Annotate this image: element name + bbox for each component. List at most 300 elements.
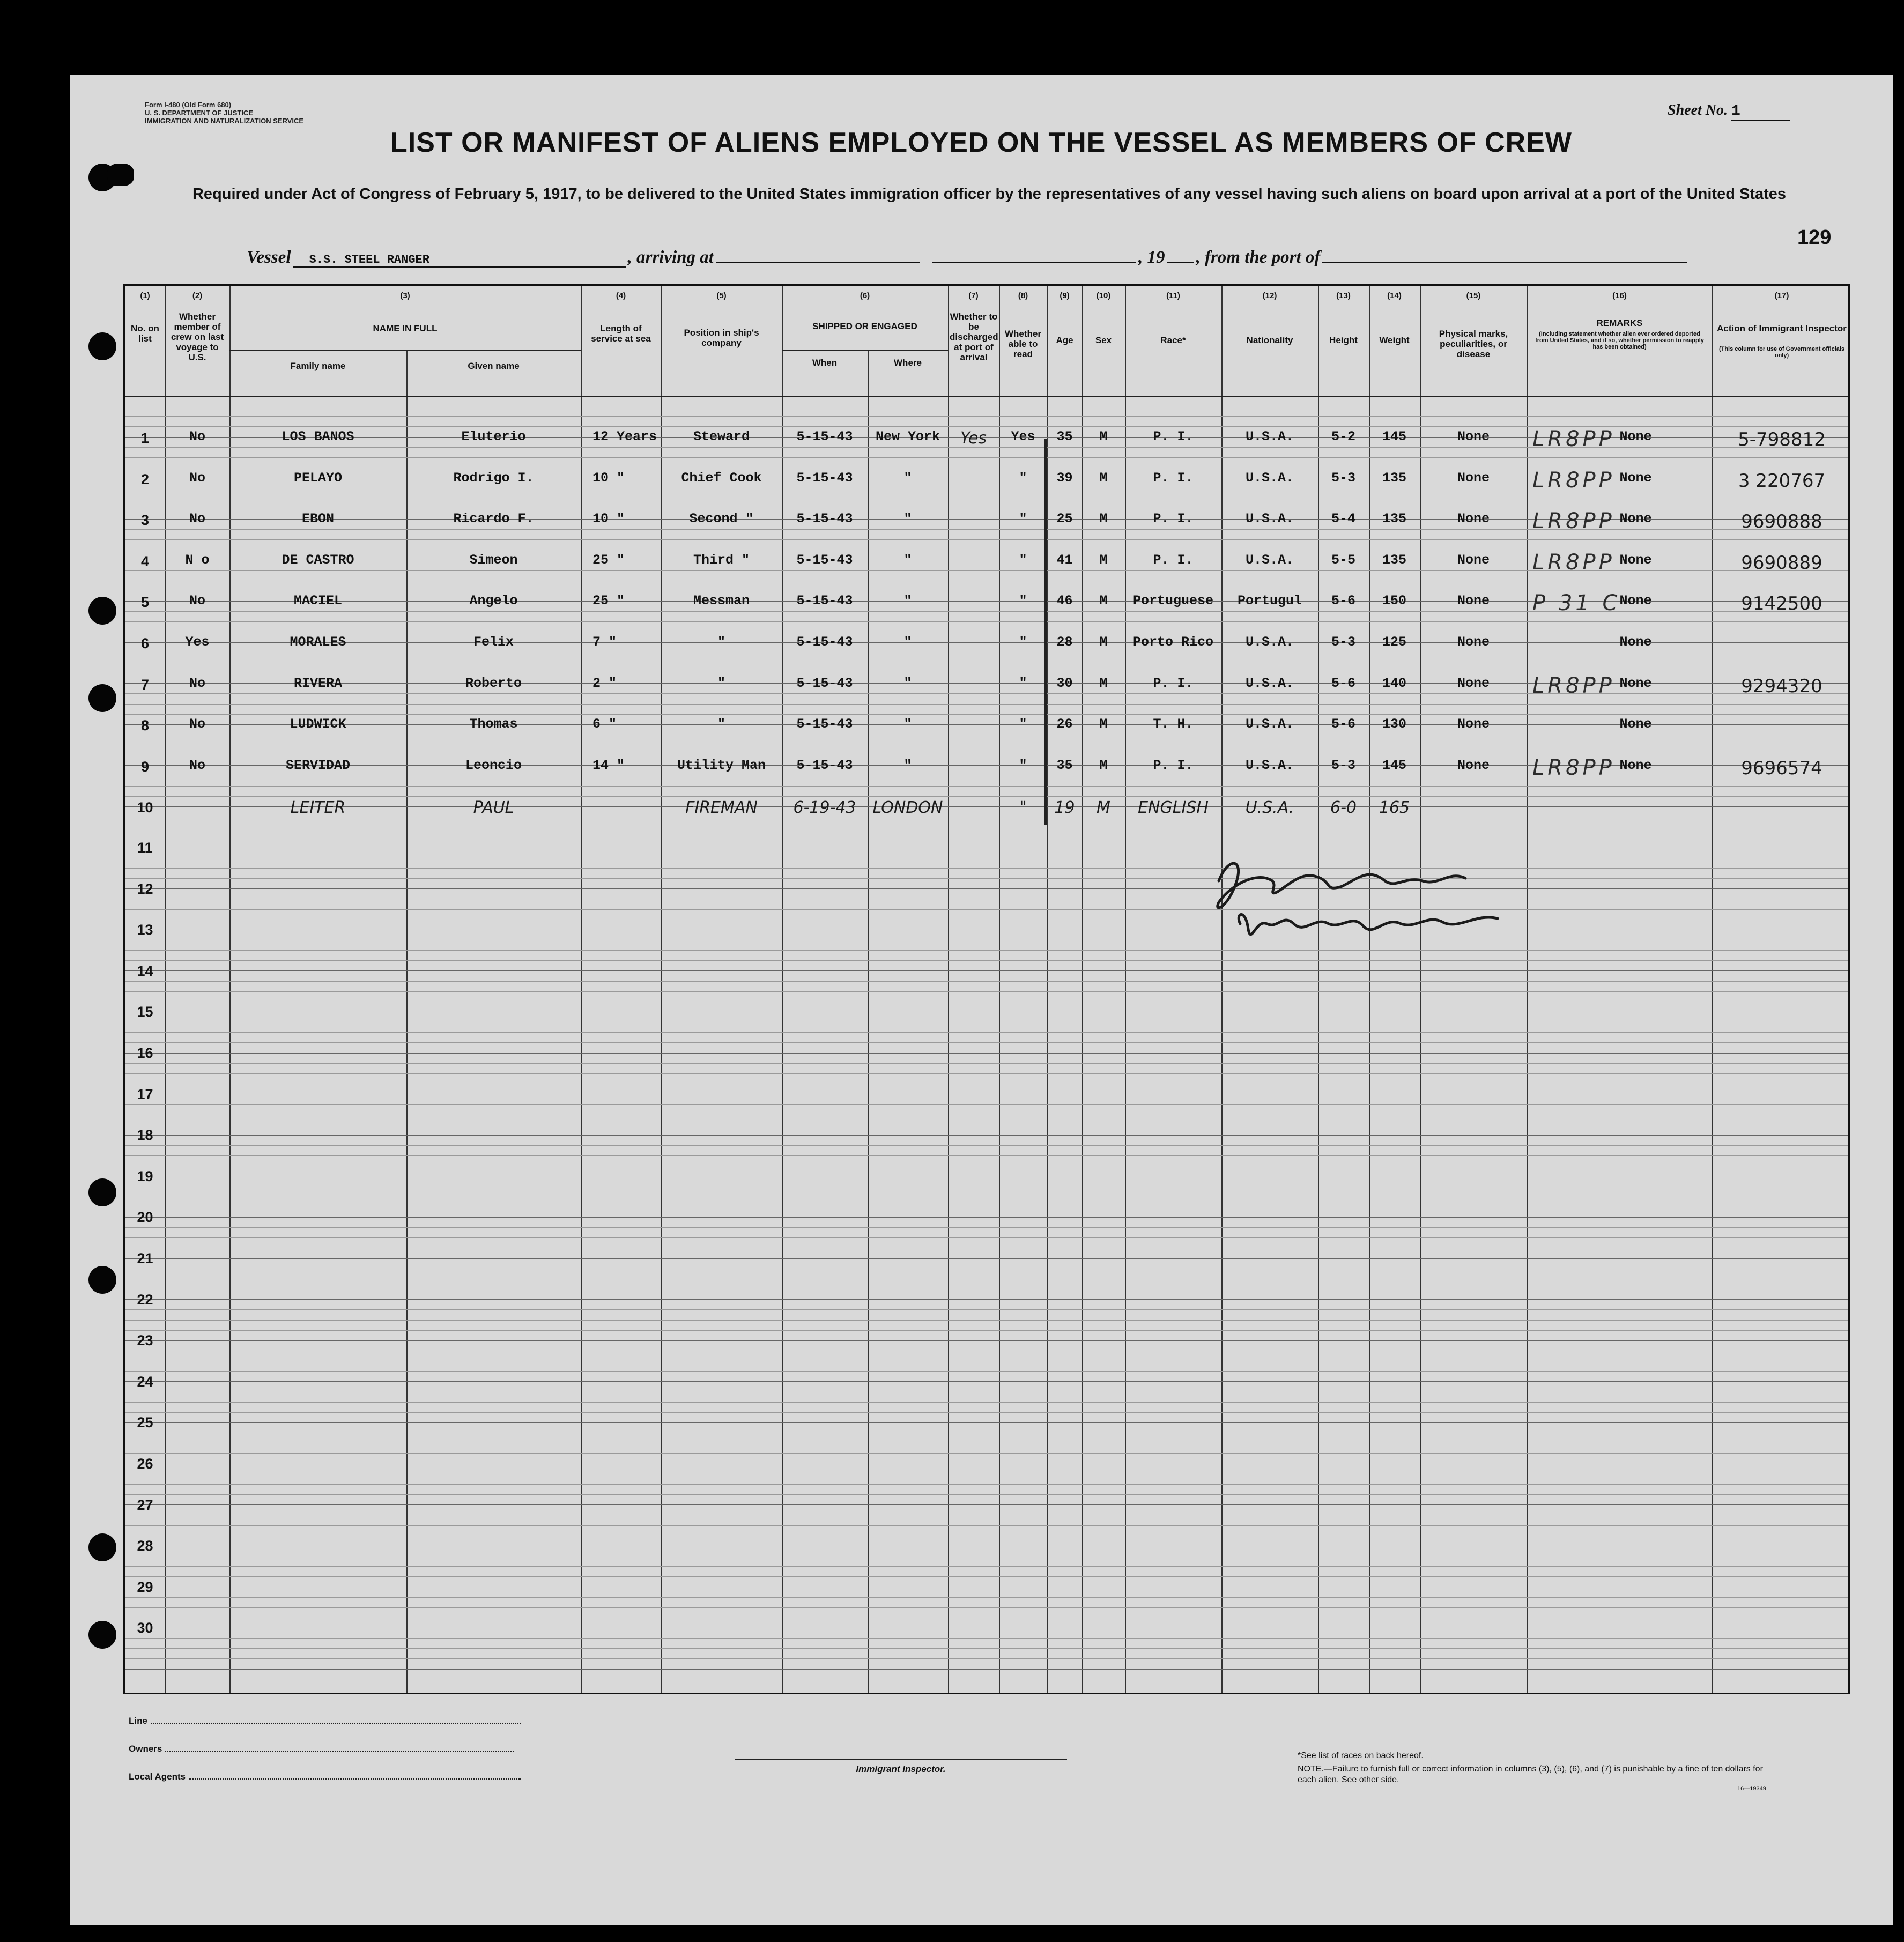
ruled-line xyxy=(125,909,1848,910)
cell-remarks: None xyxy=(1619,716,1652,732)
cell-when: 6-19-43 xyxy=(793,798,856,818)
header-length-service: Length of service at sea xyxy=(591,323,651,344)
cell-service: 10 " xyxy=(592,511,625,527)
header-no-on-list: No. on list xyxy=(131,323,159,344)
header-action-note: (This column for use of Government officials only) xyxy=(1718,346,1845,359)
cell-age: 19 xyxy=(1054,798,1075,818)
cell-weight: 135 xyxy=(1382,511,1406,527)
subheader-divider xyxy=(229,350,581,351)
cell-family: SERVIDAD xyxy=(285,757,351,773)
cell-sex: M xyxy=(1099,675,1108,691)
cell-nationality: U.S.A. xyxy=(1245,470,1294,486)
cell-age: 35 xyxy=(1056,429,1073,444)
cell-given: Felix xyxy=(473,634,514,650)
punch-hole xyxy=(88,597,116,625)
cell-given: Eluterio xyxy=(461,429,526,444)
cell-height: 5-6 xyxy=(1331,675,1355,691)
cell-sex: M xyxy=(1099,593,1108,609)
ruled-line xyxy=(125,704,1848,705)
row-number: 28 xyxy=(137,1538,153,1554)
ruled-line xyxy=(125,868,1848,869)
ruled-line xyxy=(125,1299,1848,1300)
row-number: 21 xyxy=(137,1250,153,1266)
arrival-date-field xyxy=(932,262,1136,263)
cell-member: No xyxy=(189,429,205,444)
cell-physical: None xyxy=(1457,552,1490,568)
cell-discharged: Yes xyxy=(960,429,987,448)
ruled-line xyxy=(125,457,1848,458)
column-divider xyxy=(1047,286,1048,1693)
cell-given: Simeon xyxy=(469,552,518,568)
sheet-number: Sheet No. 1 xyxy=(1668,102,1790,121)
arriving-at-field xyxy=(716,262,920,263)
cell-weight: 130 xyxy=(1382,716,1406,732)
header-race: Race* xyxy=(1160,335,1186,345)
cell-age: 41 xyxy=(1056,552,1073,568)
cell-when: 5-15-43 xyxy=(796,757,853,773)
ruled-line xyxy=(125,1145,1848,1146)
cell-height: 5-3 xyxy=(1331,634,1355,650)
header-remarks: REMARKS xyxy=(1596,318,1643,328)
column-divider xyxy=(1420,286,1421,1693)
row-number: 22 xyxy=(137,1291,153,1308)
column-divider xyxy=(165,286,166,1693)
ruled-line xyxy=(125,1258,1848,1259)
cell-position: Utility Man xyxy=(677,757,766,773)
cell-when: 5-15-43 xyxy=(796,470,853,486)
cell-height: 5-5 xyxy=(1331,552,1355,568)
cell-no: 8 xyxy=(140,717,150,734)
cell-race: P. I. xyxy=(1153,470,1194,486)
remarks-handwritten: LR8PP xyxy=(1532,755,1615,780)
cell-race: P. I. xyxy=(1153,511,1194,527)
cell-family: RIVERA xyxy=(293,675,342,691)
ruled-line xyxy=(125,1484,1848,1485)
cell-member: No xyxy=(189,511,205,527)
cell-given: PAUL xyxy=(473,798,514,818)
cell-weight: 165 xyxy=(1379,798,1410,818)
cell-height: 5-3 xyxy=(1331,470,1355,486)
cell-service: 14 " xyxy=(592,757,625,773)
ruled-line xyxy=(125,950,1848,951)
ruled-line xyxy=(125,1422,1848,1423)
cell-age: 46 xyxy=(1056,593,1073,609)
cell-member: No xyxy=(189,716,205,732)
cell-where: " xyxy=(903,511,912,527)
cell-nationality: U.S.A. xyxy=(1245,429,1294,444)
column-divider xyxy=(868,350,869,1693)
cell-member: No xyxy=(189,593,205,609)
cell-no: 2 xyxy=(140,471,150,487)
header-shipped-engaged: SHIPPED OR ENGAGED xyxy=(812,321,917,331)
cell-position: " xyxy=(717,716,725,732)
cell-action: 9690889 xyxy=(1741,552,1822,574)
cell-position: Steward xyxy=(693,429,750,444)
cell-read: " xyxy=(1019,757,1027,773)
ruled-line xyxy=(125,1217,1848,1218)
ruled-line xyxy=(125,1340,1848,1341)
header-age: Age xyxy=(1056,335,1073,345)
cell-service: 25 " xyxy=(592,593,625,609)
header-when: When xyxy=(812,358,838,368)
ruled-line xyxy=(125,1135,1848,1136)
cell-read: " xyxy=(1019,593,1027,609)
ruled-line xyxy=(125,1237,1848,1238)
cell-physical: None xyxy=(1457,429,1490,444)
cell-read: " xyxy=(1019,716,1027,732)
cell-nationality: U.S.A. xyxy=(1245,634,1294,650)
cell-when: 5-15-43 xyxy=(796,675,853,691)
cell-when: 5-15-43 xyxy=(796,429,853,444)
row-number: 25 xyxy=(137,1414,153,1431)
row-number: 27 xyxy=(137,1496,153,1513)
row-number: 15 xyxy=(137,1004,153,1020)
cell-service: 10 " xyxy=(592,470,625,486)
cell-race: P. I. xyxy=(1153,675,1194,691)
row-number: 30 xyxy=(137,1620,153,1636)
cell-given: Thomas xyxy=(469,716,518,732)
column-divider xyxy=(406,350,408,1693)
header-able-to-read: Whether able to read xyxy=(1005,329,1041,359)
header-height: Height xyxy=(1329,335,1358,345)
remarks-handwritten: LR8PP xyxy=(1532,673,1615,698)
cell-position: " xyxy=(717,634,725,650)
inspector-label: Immigrant Inspector. xyxy=(856,1764,946,1774)
cell-physical: None xyxy=(1457,593,1490,609)
column-divider xyxy=(1221,286,1223,1693)
cell-given: Angelo xyxy=(469,593,518,609)
cell-read: Yes xyxy=(1011,429,1035,444)
cell-weight: 135 xyxy=(1382,470,1406,486)
punch-hole xyxy=(88,1621,116,1649)
header-remarks-note: (Including statement whether alien ever ordered deported from United States, and if so, whether permission to reapply has been obtained) xyxy=(1535,331,1704,350)
cell-given: Rodrigo I. xyxy=(453,470,534,486)
punch-hole xyxy=(88,1178,116,1206)
cell-no: 1 xyxy=(140,430,150,446)
cell-age: 28 xyxy=(1056,634,1073,650)
header-action-inspector: Action of Immigrant Inspector xyxy=(1717,323,1847,333)
column-divider xyxy=(1318,286,1319,1693)
header-bottom-rule xyxy=(125,396,1848,397)
cell-physical: None xyxy=(1457,675,1490,691)
row-number: 23 xyxy=(137,1332,153,1349)
cell-position: FIREMAN xyxy=(685,798,758,818)
cell-when: 5-15-43 xyxy=(796,593,853,609)
row-number: 29 xyxy=(137,1578,153,1595)
row-number: 24 xyxy=(137,1373,153,1390)
cell-member: N o xyxy=(185,552,210,568)
cell-height: 5-6 xyxy=(1331,716,1355,732)
inspector-signature-line xyxy=(735,1759,1067,1760)
ruled-line xyxy=(125,1648,1848,1649)
cell-family: MACIEL xyxy=(293,593,342,609)
page-number: 129 xyxy=(1797,226,1832,249)
cell-read: " xyxy=(1019,798,1027,818)
footer-local-agents: Local Agents xyxy=(129,1771,521,1782)
row-number: 20 xyxy=(137,1209,153,1226)
row-number: 11 xyxy=(137,840,153,856)
cell-service: 25 " xyxy=(592,552,625,568)
cell-weight: 150 xyxy=(1382,593,1406,609)
cell-service: 7 " xyxy=(592,634,617,650)
cell-sex: M xyxy=(1099,511,1108,527)
row-number: 17 xyxy=(137,1086,153,1102)
column-divider xyxy=(948,286,949,1693)
cell-when: 5-15-43 xyxy=(796,716,853,732)
cell-action: 9294320 xyxy=(1741,675,1822,697)
ruled-line xyxy=(125,1504,1848,1505)
cell-nationality: U.S.A. xyxy=(1245,757,1294,773)
ruled-line xyxy=(125,1032,1848,1033)
column-divider xyxy=(999,286,1000,1693)
ruled-line xyxy=(125,1330,1848,1331)
cell-position: Second " xyxy=(689,511,754,527)
vessel-name: S.S. STEEL RANGER xyxy=(293,253,626,268)
cell-weight: 145 xyxy=(1382,757,1406,773)
remarks-handwritten: P 31 C xyxy=(1532,591,1621,616)
cell-action: 9696574 xyxy=(1741,757,1822,779)
cell-height: 5-4 xyxy=(1331,511,1355,527)
cell-where: " xyxy=(903,757,912,773)
cell-sex: M xyxy=(1099,634,1108,650)
column-divider xyxy=(661,286,662,1693)
ruled-line xyxy=(125,786,1848,787)
ruled-line xyxy=(125,539,1848,540)
cell-family: DE CASTRO xyxy=(281,552,354,568)
header-name-in-full: NAME IN FULL xyxy=(373,323,438,333)
column-divider xyxy=(581,286,582,1693)
cell-age: 39 xyxy=(1056,470,1073,486)
cell-read: " xyxy=(1019,511,1027,527)
cell-sex: M xyxy=(1099,470,1108,486)
cell-nationality: U.S.A. xyxy=(1245,716,1294,732)
cell-when: 5-15-43 xyxy=(796,511,853,527)
header-physical-marks: Physical marks, peculiarities, or disease xyxy=(1439,329,1508,359)
column-divider xyxy=(1082,286,1083,1693)
header-nationality: Nationality xyxy=(1246,335,1293,345)
cell-family: MORALES xyxy=(290,634,346,650)
ruled-line xyxy=(125,1227,1848,1228)
ruled-line xyxy=(125,1412,1848,1413)
cell-sex: M xyxy=(1097,798,1110,818)
cell-race: P. I. xyxy=(1153,757,1194,773)
cell-family: LUDWICK xyxy=(290,716,346,732)
column-divider xyxy=(782,286,783,1693)
cell-nationality: U.S.A. xyxy=(1245,675,1294,691)
cell-physical: None xyxy=(1457,511,1490,527)
cell-read: " xyxy=(1019,634,1027,650)
cell-age: 25 xyxy=(1056,511,1073,527)
ruled-line xyxy=(125,1381,1848,1382)
cell-physical: None xyxy=(1457,757,1490,773)
ruled-line xyxy=(125,970,1848,971)
header-sex: Sex xyxy=(1095,335,1112,345)
cell-given: Roberto xyxy=(465,675,522,691)
row-number: 26 xyxy=(137,1456,153,1472)
manifest-sheet xyxy=(70,75,1893,1925)
subheader-divider xyxy=(782,350,948,351)
cell-no: 6 xyxy=(140,635,150,651)
ruled-line xyxy=(125,1566,1848,1567)
column-divider xyxy=(229,286,231,1693)
cell-remarks: None xyxy=(1619,675,1652,691)
cell-no: 3 xyxy=(140,512,150,529)
cell-remarks: None xyxy=(1619,511,1652,527)
cell-weight: 145 xyxy=(1382,429,1406,444)
ruled-line xyxy=(125,878,1848,879)
cell-weight: 140 xyxy=(1382,675,1406,691)
cell-race: ENGLISH xyxy=(1138,798,1209,818)
cell-given: Leoncio xyxy=(465,757,522,773)
cell-where: " xyxy=(903,552,912,568)
column-divider xyxy=(1527,286,1528,1693)
cell-action: 3 220767 xyxy=(1738,470,1826,492)
cell-physical: None xyxy=(1457,716,1490,732)
cell-where: " xyxy=(903,593,912,609)
cell-action: 5-798812 xyxy=(1738,429,1826,450)
header-weight: Weight xyxy=(1379,335,1410,345)
cell-height: 5-2 xyxy=(1331,429,1355,444)
cell-race: Portuguese xyxy=(1132,593,1214,609)
ruled-line xyxy=(125,416,1848,417)
cell-where: New York xyxy=(875,429,940,444)
ruled-line xyxy=(125,1494,1848,1495)
column-divider xyxy=(1369,286,1370,1693)
header-member-last-voyage: Whether member of crew on last voyage to U.S. xyxy=(171,312,224,362)
inspector-signature xyxy=(1197,849,1530,956)
page-title: LIST OR MANIFEST OF ALIENS EMPLOYED ON THE VESSEL AS MEMBERS OF CREW xyxy=(390,127,1572,158)
ruled-line xyxy=(125,960,1848,961)
ruled-line xyxy=(125,1576,1848,1577)
cell-position: Chief Cook xyxy=(681,470,762,486)
ruled-line xyxy=(125,1402,1848,1403)
cell-no: 5 xyxy=(140,594,150,611)
cell-age: 35 xyxy=(1056,757,1073,773)
footer-line: Line xyxy=(129,1716,521,1726)
header-position: Position in ship's company xyxy=(684,328,759,348)
footer-owners: Owners xyxy=(129,1744,514,1754)
cell-given: Ricardo F. xyxy=(453,511,534,527)
column-divider xyxy=(1712,286,1713,1693)
cell-nationality: U.S.A. xyxy=(1245,511,1294,527)
cell-service: 2 " xyxy=(592,675,617,691)
discharge-ditto-stroke xyxy=(1044,439,1047,825)
cell-remarks: None xyxy=(1619,552,1652,568)
header-given-name: Given name xyxy=(468,361,520,371)
cell-position: Third " xyxy=(693,552,750,568)
ruled-line xyxy=(125,991,1848,992)
ruled-line xyxy=(125,1669,1848,1670)
cell-sex: M xyxy=(1099,552,1108,568)
row-number: 16 xyxy=(137,1045,153,1061)
cell-sex: M xyxy=(1099,757,1108,773)
ruled-line xyxy=(125,1638,1848,1639)
cell-position: Messman xyxy=(693,593,750,609)
cell-where: " xyxy=(903,634,912,650)
year-field xyxy=(1167,262,1194,263)
remarks-handwritten: LR8PP xyxy=(1532,509,1615,534)
cell-member: Yes xyxy=(185,634,210,650)
cell-family: PELAYO xyxy=(293,470,342,486)
ruled-line xyxy=(125,1453,1848,1454)
cell-action: 9142500 xyxy=(1741,593,1822,615)
vessel-line: Vessel S.S. STEEL RANGER , arriving at , 19 , from the port of xyxy=(247,248,1687,268)
cell-no: 10 xyxy=(137,799,153,816)
row-number: 18 xyxy=(137,1127,153,1144)
row-number: 14 xyxy=(137,962,153,979)
cell-where: " xyxy=(903,470,912,486)
cell-family: LOS BANOS xyxy=(281,429,354,444)
ruled-line xyxy=(125,1658,1848,1659)
punch-hole xyxy=(107,164,134,186)
races-note: *See list of races on back hereof. xyxy=(1298,1751,1424,1760)
cell-remarks: None xyxy=(1619,634,1652,650)
cell-remarks: None xyxy=(1619,593,1652,609)
cell-race: P. I. xyxy=(1153,429,1194,444)
cell-physical: None xyxy=(1457,470,1490,486)
cell-race: P. I. xyxy=(1153,552,1194,568)
cell-position: " xyxy=(717,675,725,691)
ruled-line xyxy=(125,1104,1848,1105)
cell-nationality: U.S.A. xyxy=(1245,798,1294,818)
remarks-handwritten: LR8PP xyxy=(1532,468,1615,493)
cell-remarks: None xyxy=(1619,429,1652,444)
cell-remarks: None xyxy=(1619,470,1652,486)
cell-where: LONDON xyxy=(872,798,943,818)
header-discharged: Whether to be discharged at port of arrival xyxy=(950,312,998,362)
cell-member: No xyxy=(189,757,205,773)
cell-no: 9 xyxy=(140,758,150,775)
cell-service: 6 " xyxy=(592,716,617,732)
ruled-line xyxy=(125,1320,1848,1321)
ruled-line xyxy=(125,796,1848,797)
cell-race: Porto Rico xyxy=(1132,634,1214,650)
cell-family: EBON xyxy=(301,511,334,527)
cell-remarks: None xyxy=(1619,757,1652,773)
cell-where: " xyxy=(903,675,912,691)
ruled-line xyxy=(125,1309,1848,1310)
cell-where: " xyxy=(903,716,912,732)
cell-age: 30 xyxy=(1056,675,1073,691)
ruled-line xyxy=(125,1525,1848,1526)
ruled-line xyxy=(125,714,1848,715)
cell-no: 7 xyxy=(140,676,150,693)
cell-read: " xyxy=(1019,552,1027,568)
print-code: 16—19349 xyxy=(1737,1785,1766,1792)
header-family-name: Family name xyxy=(290,361,346,371)
cell-height: 6-0 xyxy=(1330,798,1357,818)
row-number: 19 xyxy=(137,1168,153,1184)
ruled-line xyxy=(125,888,1848,889)
cell-read: " xyxy=(1019,470,1027,486)
ruled-line xyxy=(125,981,1848,982)
ruled-line xyxy=(125,621,1848,622)
cell-no: 4 xyxy=(140,553,150,569)
punch-hole xyxy=(88,1533,116,1561)
penalty-note: NOTE.—Failure to furnish full or correct information in columns (3), (5), (6), and (7) is punishable by a fine of ten dollars for each alien. See other side. xyxy=(1298,1765,1763,1784)
row-number: 13 xyxy=(137,922,153,938)
row-number: 12 xyxy=(137,880,153,897)
cell-height: 5-3 xyxy=(1331,757,1355,773)
header-where: Where xyxy=(894,358,922,368)
remarks-handwritten: LR8PP xyxy=(1532,427,1615,451)
ruled-line xyxy=(125,1042,1848,1043)
page-subtitle: Required under Act of Congress of February 5, 1917, to be delivered to the United States immigration officer by the representatives of any vessel having such aliens on board upon arrival at a port of the United States xyxy=(192,186,1787,203)
ruled-line xyxy=(125,1073,1848,1074)
ruled-line xyxy=(125,1053,1848,1054)
cell-sex: M xyxy=(1099,429,1108,444)
cell-member: No xyxy=(189,470,205,486)
